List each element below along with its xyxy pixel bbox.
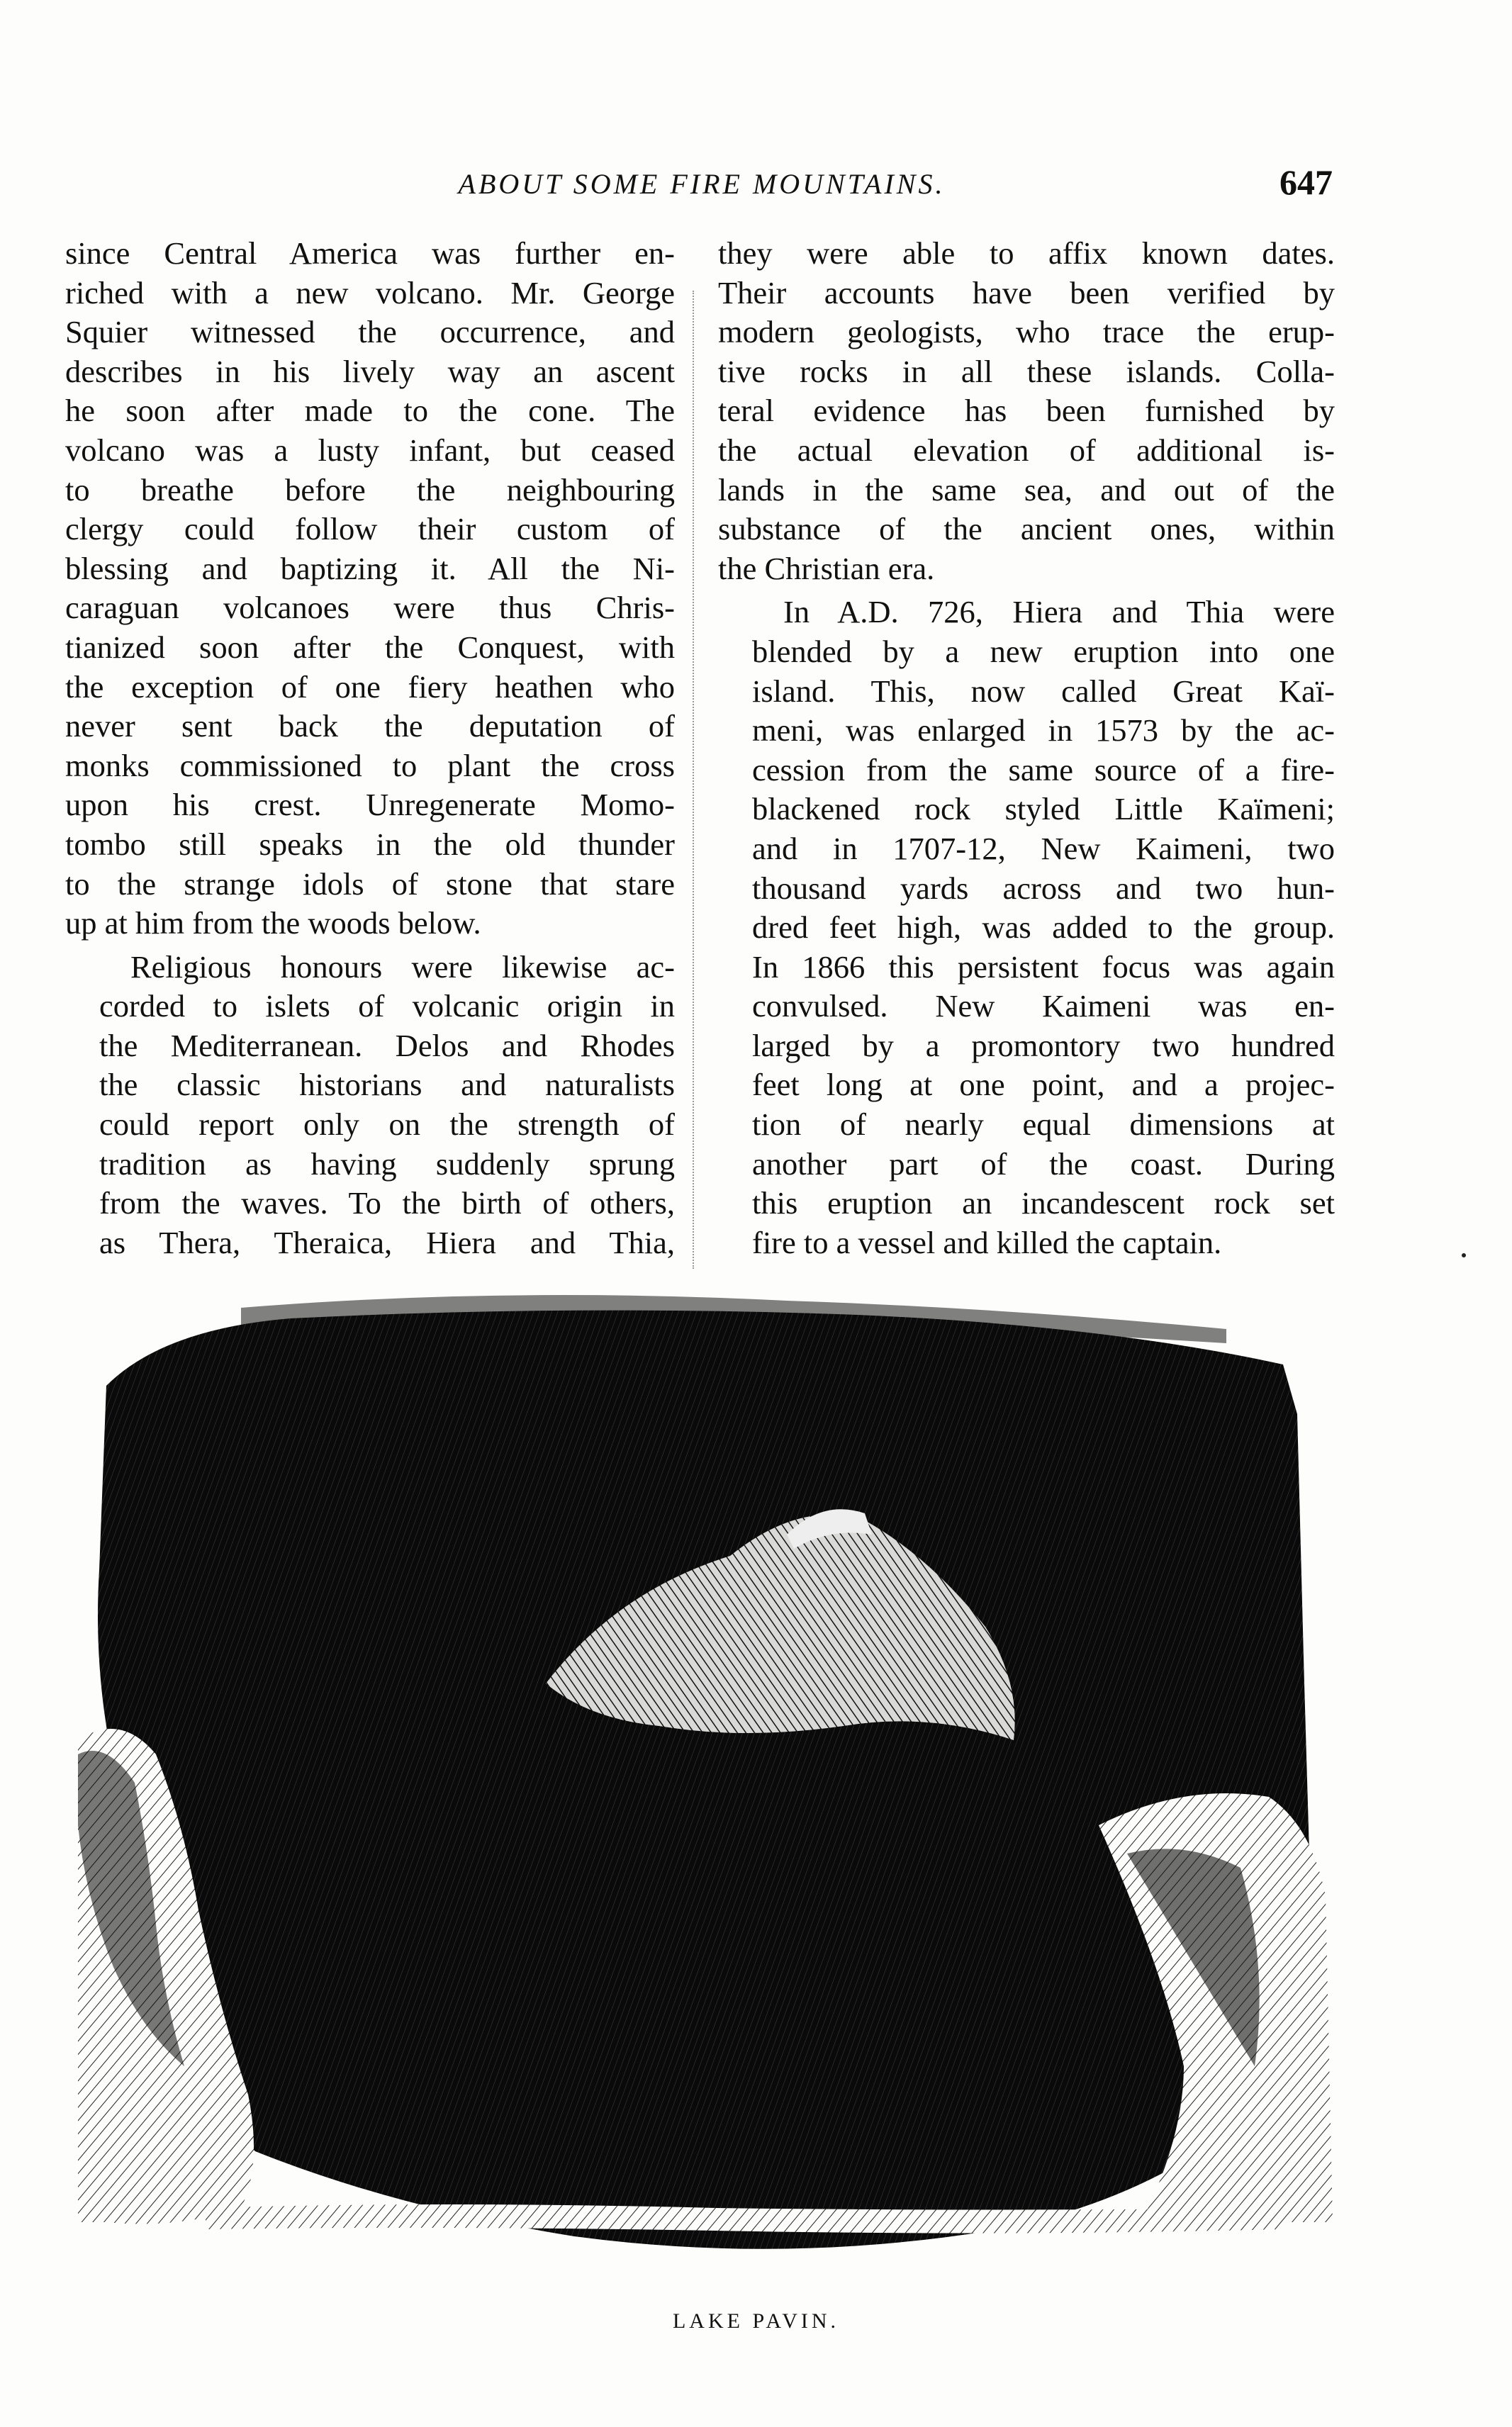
text-line: the Mediterranean. Delos and Rhodes [99, 1027, 675, 1063]
text-line: Squier witnessed the occurrence, and [65, 314, 675, 350]
text-line: Their accounts have been verified by [718, 274, 1335, 310]
text-line: the exception of one fiery heathen who [65, 668, 675, 705]
column-divider [693, 291, 694, 1269]
text-line: larged by a promontory two hundred [752, 1027, 1335, 1063]
engraving-image [78, 1287, 1333, 2293]
text-line: describes in his lively way an ascent [65, 353, 675, 389]
text-line: cession from the same source of a fire- [752, 751, 1335, 787]
text-line: since Central America was further en- [65, 235, 675, 271]
paragraph [65, 234, 675, 943]
text-line: tion of nearly equal dimensions at [752, 1106, 1335, 1143]
text-line: convulsed. New Kaimeni was en- [752, 988, 1335, 1024]
text-line: teral evidence has been furnished by [718, 393, 1335, 429]
text-line: blackened rock styled Little Kaïmeni; [752, 791, 1335, 827]
text-line: monks commissioned to plant the cross [65, 747, 675, 783]
text-line: corded to islets of volcanic origin in [99, 988, 675, 1024]
text-line: modern geologists, who trace the erup- [718, 314, 1335, 350]
shoreline [206, 2204, 1283, 2233]
text-line: and in 1707-12, New Kaimeni, two [752, 830, 1335, 866]
text-line: tradition as having suddenly sprung [99, 1145, 675, 1182]
text-line: blended by a new eruption into one [752, 633, 1335, 669]
running-title: ABOUT SOME FIRE MOUNTAINS. [458, 168, 946, 200]
right-column [718, 234, 1335, 1262]
text-line: could report only on the strength of [99, 1106, 675, 1143]
paragraph [718, 234, 1335, 588]
ink-speck [1462, 1253, 1466, 1257]
text-line: as Thera, Theraica, Hiera and Thia, [99, 1224, 675, 1260]
page-number: 647 [1279, 162, 1333, 202]
lake-pavin-engraving [78, 1287, 1333, 2293]
left-column [65, 234, 675, 1262]
text-line: riched with a new volcano. Mr. George [65, 274, 675, 310]
text-line: lands in the same sea, and out of the [718, 471, 1335, 508]
text-line: to breathe before the neighbouring [65, 471, 675, 508]
text-line: never sent back the deputation of [65, 708, 675, 744]
text-line: island. This, now called Great Kaï- [752, 673, 1335, 709]
text-line: the classic historians and naturalists [99, 1067, 675, 1103]
paragraph [65, 948, 675, 1263]
text-line: blessing and baptizing it. All the Ni- [65, 550, 675, 586]
text-line: volcano was a lusty infant, but ceased [65, 432, 675, 468]
text-line: they were able to affix known dates. [718, 235, 1335, 271]
text-line: caraguan volcanoes were thus Chris- [65, 590, 675, 626]
paragraph [718, 593, 1335, 1262]
text-line: In A.D. 726, Hiera and Thia were [783, 594, 1335, 630]
text-line: dred feet high, was added to the group. [752, 909, 1335, 946]
text-line: the Christian era. [718, 550, 935, 586]
text-line: another part of the coast. During [752, 1145, 1335, 1182]
text-line: upon his crest. Unregenerate Momo- [65, 787, 675, 823]
running-head [71, 162, 1333, 204]
text-line: tive rocks in all these islands. Colla- [718, 353, 1335, 389]
text-line: tombo still speaks in the old thunder [65, 826, 675, 862]
text-line: thousand yards across and two hun- [752, 870, 1335, 906]
text-line: tianized soon after the Conquest, with [65, 629, 675, 665]
text-line: to the strange idols of stone that stare [65, 865, 675, 902]
text-line: meni, was enlarged in 1573 by the ac- [752, 712, 1335, 749]
text-line: fire to a vessel and killed the captain. [752, 1224, 1222, 1260]
text-line: Religious honours were likewise ac- [130, 948, 675, 985]
text-line: from the waves. To the birth of others, [99, 1185, 675, 1221]
text-line: feet long at one point, and a projec- [752, 1067, 1335, 1103]
text-line: In 1866 this persistent focus was again [752, 948, 1335, 985]
text-line: substance of the ancient ones, within [718, 511, 1335, 547]
text-line: clergy could follow their custom of [65, 511, 675, 547]
text-line: up at him from the woods below. [65, 905, 481, 941]
dark-water-and-hills [98, 1311, 1311, 2249]
figure-caption: LAKE PAVIN. [672, 2309, 840, 2333]
text-line: this eruption an incandescent rock set [752, 1185, 1335, 1221]
text-line: he soon after made to the cone. The [65, 393, 675, 429]
text-line: the actual elevation of additional is- [718, 432, 1335, 468]
